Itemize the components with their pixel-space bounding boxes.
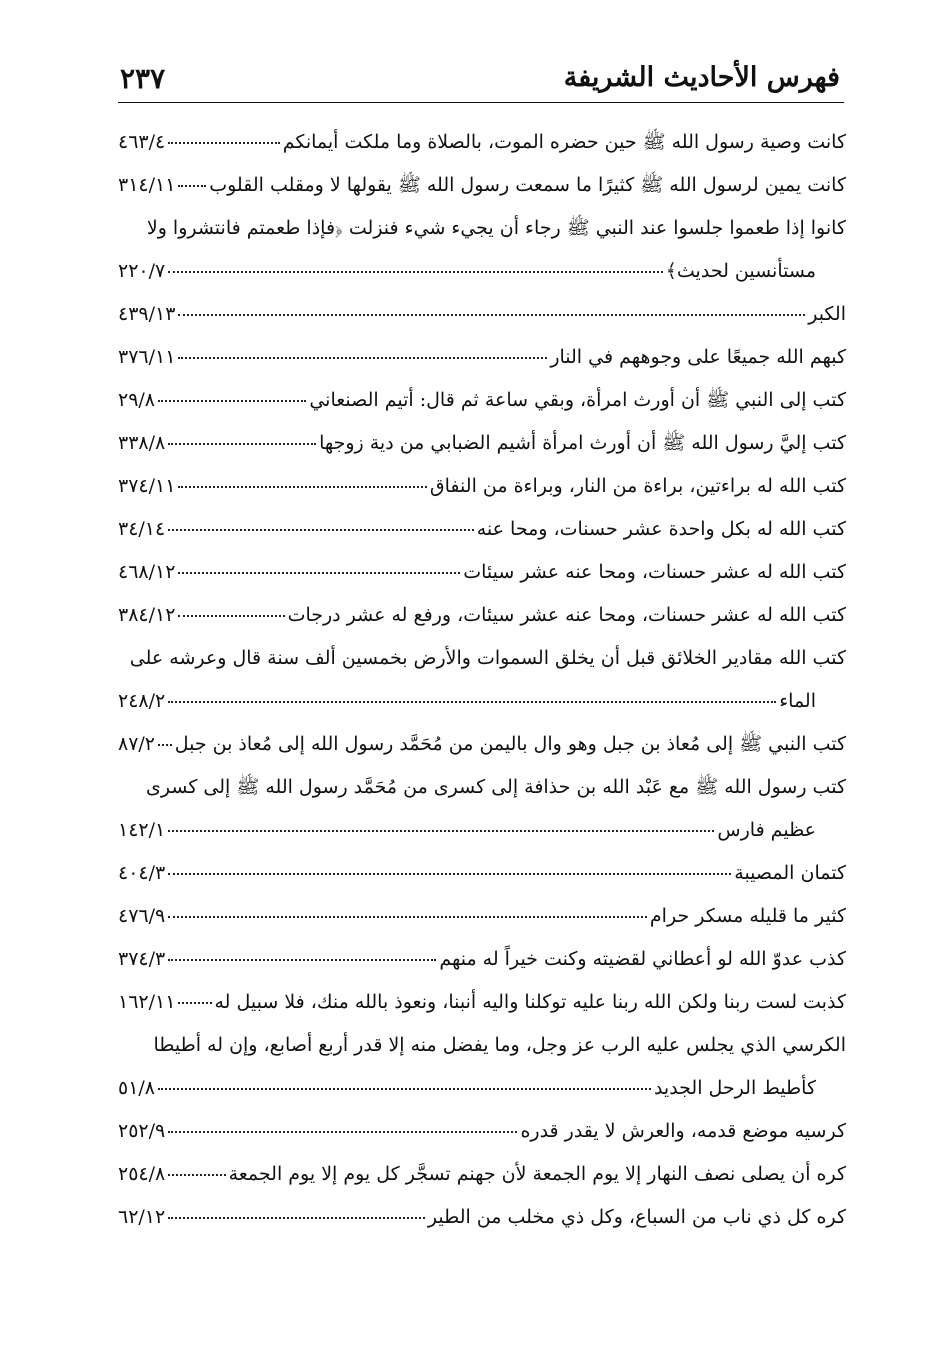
entry-line	[118, 560, 846, 584]
volume-page-reference: ٣٧٤/١١	[118, 475, 176, 497]
entry-line	[118, 173, 846, 197]
entry-text: كره كل ذي ناب من السباع، وكل ذي مخلب من الطير	[427, 1206, 846, 1228]
volume-page-reference: ٣٧٦/١١	[118, 346, 176, 368]
entry-text: كتب الله مقادير الخلائق قبل أن يخلق السموات والأرض بخمسين ألف سنة قال وعرشه على	[129, 647, 846, 669]
dot-leader	[178, 185, 206, 187]
index-entry	[118, 732, 846, 756]
entry-line	[118, 904, 846, 928]
entry-line	[118, 431, 846, 455]
entry-text: كتب الله له عشر حسنات، ومحا عنه عشر سيئات، ورفع له عشر درجات	[287, 604, 846, 626]
entry-text: الكبر	[808, 303, 846, 325]
index-entry	[118, 431, 846, 455]
dot-leader	[168, 701, 776, 703]
volume-page-reference: ١٦٢/١١	[118, 991, 176, 1013]
volume-page-reference: ٤٧٦/٩	[118, 905, 166, 927]
dot-leader	[178, 615, 284, 617]
dot-leader	[178, 357, 547, 359]
entry-line	[118, 302, 846, 326]
volume-page-reference: ٥١/٨	[118, 1077, 156, 1099]
entry-line	[118, 775, 846, 799]
dot-leader	[168, 830, 714, 832]
index-entry	[118, 1033, 846, 1100]
index-entry	[118, 345, 846, 369]
dot-leader	[178, 486, 426, 488]
entry-line	[118, 990, 846, 1014]
entry-line	[118, 345, 846, 369]
entry-text: كتب إليَّ رسول الله ﷺ أن أورث امرأة أشيم الضبابي من دية زوجها	[319, 432, 846, 454]
dot-leader	[168, 1131, 517, 1133]
entry-text: كانوا إذا طعموا جلسوا عند النبي ﷺ رجاء أن يجيء شيء فنزلت ﴿فإذا طعمتم فانتشروا ولا	[146, 217, 846, 239]
entry-text: كتب الله له براءتين، براءة من النار، وبراءة من النفاق	[429, 475, 846, 497]
entry-text: كتمان المصيبة	[734, 862, 846, 884]
index-entry	[118, 560, 846, 584]
entry-line	[118, 216, 846, 240]
dot-leader	[158, 744, 172, 746]
entry-text: كرسيه موضع قدمه، والعرش لا يقدر قدره	[520, 1120, 846, 1142]
entry-text: عظيم فارس	[717, 819, 816, 841]
volume-page-reference: ٨٧/٢	[118, 733, 156, 755]
entry-line	[118, 861, 846, 885]
entry-text: كثير ما قليله مسكر حرام	[649, 905, 846, 927]
entry-line	[118, 646, 846, 670]
dot-leader	[168, 529, 474, 531]
dot-leader	[168, 142, 279, 144]
index-entry	[118, 388, 846, 412]
dot-leader	[168, 443, 316, 445]
entry-text: كتب النبي ﷺ إلى مُعاذ بن جبل وهو وال باليمن من مُحَمَّد رسول الله إلى مُعاذ بن جبل	[174, 733, 846, 755]
volume-page-reference: ٣١٤/١١	[118, 174, 176, 196]
volume-page-reference: ٤٠٤/٣	[118, 862, 166, 884]
page-title: فهرس الأحاديث الشريفة	[563, 62, 840, 93]
entry-text: كذبت لست ربنا ولكن الله ربنا عليه توكلنا واليه أنبنا، ونعوذ بالله منك، فلا سبيل له	[214, 991, 846, 1013]
page-header	[118, 52, 844, 103]
index-entry	[118, 173, 846, 197]
volume-page-reference: ٢٩/٨	[118, 389, 156, 411]
index-entry	[118, 603, 846, 627]
volume-page-reference: ٣٣٨/٨	[118, 432, 166, 454]
entry-line	[118, 947, 846, 971]
page-number: ٢٣٧	[120, 62, 166, 95]
entry-line	[118, 732, 846, 756]
dot-leader	[158, 1088, 651, 1090]
entry-line	[118, 1205, 846, 1229]
dot-leader	[168, 873, 731, 875]
dot-leader	[168, 1174, 225, 1176]
dot-leader	[178, 572, 460, 574]
entry-text: الماء	[779, 690, 816, 712]
dot-leader	[168, 271, 663, 273]
entry-text: كذب عدوّ الله لو أعطاني لقضيته وكنت خيراً له منهم	[439, 948, 846, 970]
entry-line	[118, 259, 846, 283]
entry-line	[118, 1076, 846, 1100]
index-entry	[118, 302, 846, 326]
entry-line	[118, 1033, 846, 1057]
dot-leader	[168, 1217, 425, 1219]
volume-page-reference: ٢٥٤/٨	[118, 1163, 166, 1185]
entry-text: كتب الله له بكل واحدة عشر حسنات، ومحا عنه	[476, 518, 846, 540]
dot-leader	[168, 916, 647, 918]
index-entry	[118, 474, 846, 498]
entry-text: كانت يمين لرسول الله ﷺ كثيرًا ما سمعت رسول الله ﷺ يقولها لا ومقلب القلوب	[209, 174, 846, 196]
entry-line	[118, 388, 846, 412]
index-entry	[118, 1119, 846, 1143]
entry-text: كره أن يصلى نصف النهار إلا يوم الجمعة لأن جهنم تسجَّر كل يوم إلا يوم الجمعة	[228, 1163, 846, 1185]
entry-text: كبهم الله جميعًا على وجوههم في النار	[550, 346, 846, 368]
index-entry	[118, 947, 846, 971]
entry-line	[118, 1162, 846, 1186]
volume-page-reference: ٣٤/١٤	[118, 518, 166, 540]
index-entry	[118, 904, 846, 928]
dot-leader	[168, 959, 436, 961]
entry-text: كانت وصية رسول الله ﷺ حين حضره الموت، بالصلاة وما ملكت أيمانكم	[282, 131, 846, 153]
dot-leader	[178, 1002, 211, 1004]
entry-line	[118, 517, 846, 541]
index-entry	[118, 861, 846, 885]
index-entry	[118, 646, 846, 713]
entry-line	[118, 130, 846, 154]
dot-leader	[178, 314, 805, 316]
index-entry	[118, 1162, 846, 1186]
entry-line	[118, 689, 846, 713]
index-entry	[118, 130, 846, 154]
volume-page-reference: ١٤٢/١	[118, 819, 166, 841]
index-entry	[118, 990, 846, 1014]
index-entry	[118, 775, 846, 842]
volume-page-reference: ٦٢/١٢	[118, 1206, 166, 1228]
volume-page-reference: ٣٨٤/١٢	[118, 604, 176, 626]
entry-line	[118, 1119, 846, 1143]
entry-line	[118, 603, 846, 627]
volume-page-reference: ٢٢٠/٧	[118, 260, 166, 282]
entry-text: كأطيط الرحل الجديد	[653, 1077, 816, 1099]
entry-line	[118, 474, 846, 498]
index-entry	[118, 517, 846, 541]
hadith-index-list	[118, 130, 846, 1248]
volume-page-reference: ٤٣٩/١٣	[118, 303, 176, 325]
entry-text: مستأنسين لحديث﴾	[665, 260, 816, 282]
volume-page-reference: ٤٦٣/٤	[118, 131, 166, 153]
dot-leader	[158, 400, 306, 402]
volume-page-reference: ٢٤٨/٢	[118, 690, 166, 712]
entry-line	[118, 818, 846, 842]
index-entry	[118, 216, 846, 283]
volume-page-reference: ٤٦٨/١٢	[118, 561, 176, 583]
entry-text: الكرسي الذي يجلس عليه الرب عز وجل، وما يفضل منه إلا قدر أربع أصابع، وإن له أطيطا	[153, 1034, 846, 1056]
volume-page-reference: ٣٧٤/٣	[118, 948, 166, 970]
entry-text: كتب الله له عشر حسنات، ومحا عنه عشر سيئات	[463, 561, 846, 583]
volume-page-reference: ٢٥٢/٩	[118, 1120, 166, 1142]
entry-text: كتب رسول الله ﷺ مع عَبْد الله بن حذافة إلى كسرى من مُحَمَّد رسول الله ﷺ إلى كسرى	[146, 776, 846, 798]
entry-text: كتب إلى النبي ﷺ أن أورث امرأة، وبقي ساعة ثم قال: أتيم الصنعاني	[309, 389, 846, 411]
index-entry	[118, 1205, 846, 1229]
